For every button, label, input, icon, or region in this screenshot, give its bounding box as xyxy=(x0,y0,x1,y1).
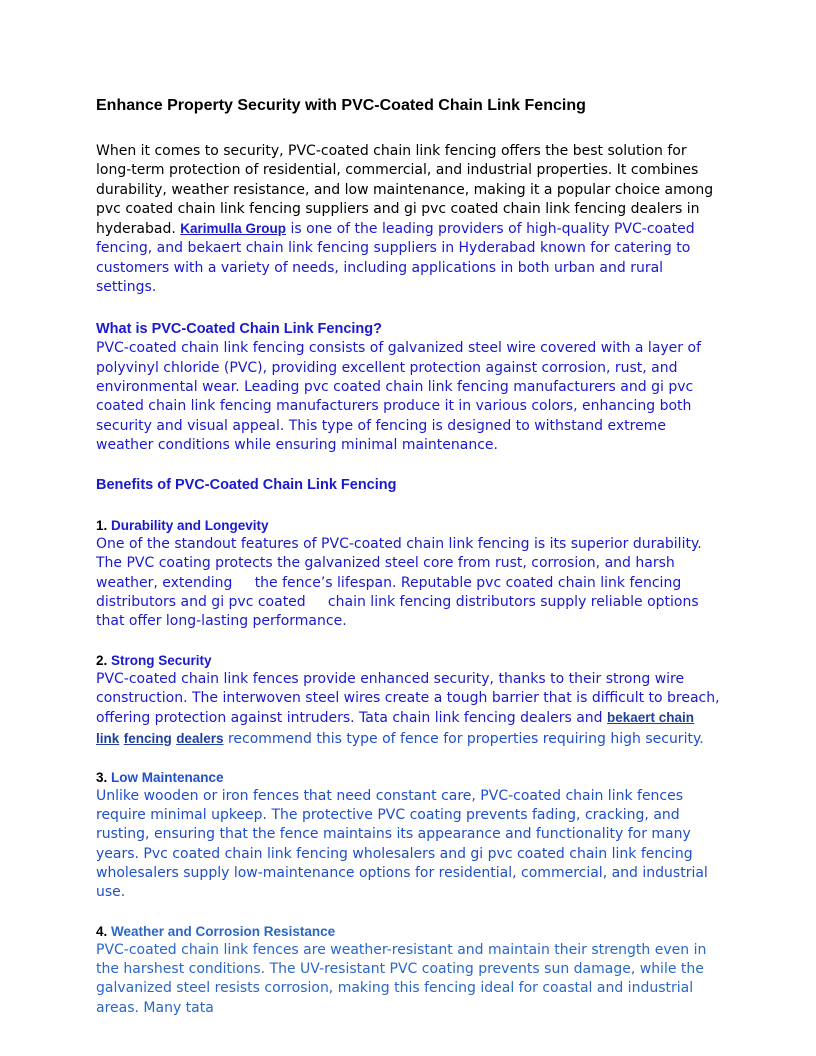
benefit-3-number: 3. xyxy=(96,769,108,785)
benefit-1-heading xyxy=(96,517,720,535)
benefit-3-paragraph: Unlike wooden or iron fences that need constant care, PVC-coated chain link fences require minimal upkeep. The protective PVC coating prevents fading, cracking, and rusting, ensuring that the fence maintains its appearance and functionality for many years. Pvc coated chain link fencing wholesalers and gi pvc coated chain link fencing wholesalers supply low-maintenance options for residential, commercial, and industrial use. xyxy=(96,787,708,901)
benefit-4-number: 4. xyxy=(96,923,108,939)
what-is-paragraph: PVC-coated chain link fencing consists of galvanized steel wire covered with a layer of polyvinyl chloride (PVC), providing excellent protection against corrosion, rust, and environmental wear. Leading pvc coated chain link fencing manufacturers and gi pvc coated chain link fencing manufacturers produce it in various colors, enhancing both security and visual appeal. This type of fencing is designed to withstand extreme weather conditions while ensuring minimal maintenance. xyxy=(96,340,701,453)
benefit-2-title: Strong Security xyxy=(111,652,212,668)
bekaert-chain-link-link[interactable]: bekaert chain link xyxy=(96,710,695,746)
benefit-4-paragraph: PVC-coated chain link fences are weather-resistant and maintain their strength even in the harshest conditions. The UV-resistant PVC coating prevents sun damage, while the galvanized steel resists corrosion, making this fencing ideal for coastal and industrial areas. Many tata xyxy=(96,941,707,1016)
benefit-2-number: 2. xyxy=(96,652,108,668)
karimulla-group-link[interactable]: Karimulla Group xyxy=(180,221,287,237)
intro-text-blue: is one of the leading providers of high-quality PVC-coated fencing, and bekaert chain link fencing suppliers in Hyderabad known for catering to customers with a variety of needs, including applications in both urban and rural settings. xyxy=(96,221,695,296)
benefit-1-paragraph: One of the standout features of PVC-coated chain link fencing is its superior durability. The PVC coating protects the galvanized steel core from rust, corrosion, and harsh weather, extending the fence’s lifespan. Reputable pvc coated chain link fencing distributors and gi pvc coated chain link fencing distributors supply reliable options that offer long-lasting performance. xyxy=(96,536,702,630)
fencing-link[interactable]: fencing xyxy=(123,730,172,746)
benefit-4-heading xyxy=(96,923,720,941)
benefit-2-text: PVC-coated chain link fences provide enhanced security, thanks to their strong wire construction. The interwoven steel wires create a tough barrier that is difficult to breach, offering protection against intruders. Tata chain link fencing dealers and xyxy=(96,670,720,727)
page-title: Enhance Property Security with PVC-Coated Chain Link Fencing xyxy=(96,97,586,114)
benefit-1-title: Durability and Longevity xyxy=(111,518,269,534)
benefit-4-title: Weather and Corrosion Resistance xyxy=(111,923,336,939)
what-is-heading: What is PVC-Coated Chain Link Fencing? xyxy=(96,321,382,338)
intro-paragraph xyxy=(96,142,720,297)
benefits-heading: Benefits of PVC-Coated Chain Link Fencing xyxy=(96,477,397,494)
benefit-2-text-after: recommend this type of fence for properties requiring high security. xyxy=(227,730,704,747)
benefit-1-number: 1. xyxy=(96,518,108,534)
intro-text: When it comes to security, PVC-coated chain link fencing offers the best solution for long-term protection of residential, commercial, and industrial properties. It combines durability, weather resistance, and low maintenance, making it a popular choice among pvc coated chain link fencing suppliers and gi pvc coated chain link fencing dealers in hyderabad. xyxy=(96,143,714,238)
document-page xyxy=(96,96,720,1018)
benefit-3-heading xyxy=(96,769,720,787)
benefit-2-heading xyxy=(96,652,720,670)
benefit-3-title: Low Maintenance xyxy=(111,769,224,785)
benefit-2-paragraph xyxy=(96,670,720,749)
dealers-link[interactable]: dealers xyxy=(176,730,224,746)
